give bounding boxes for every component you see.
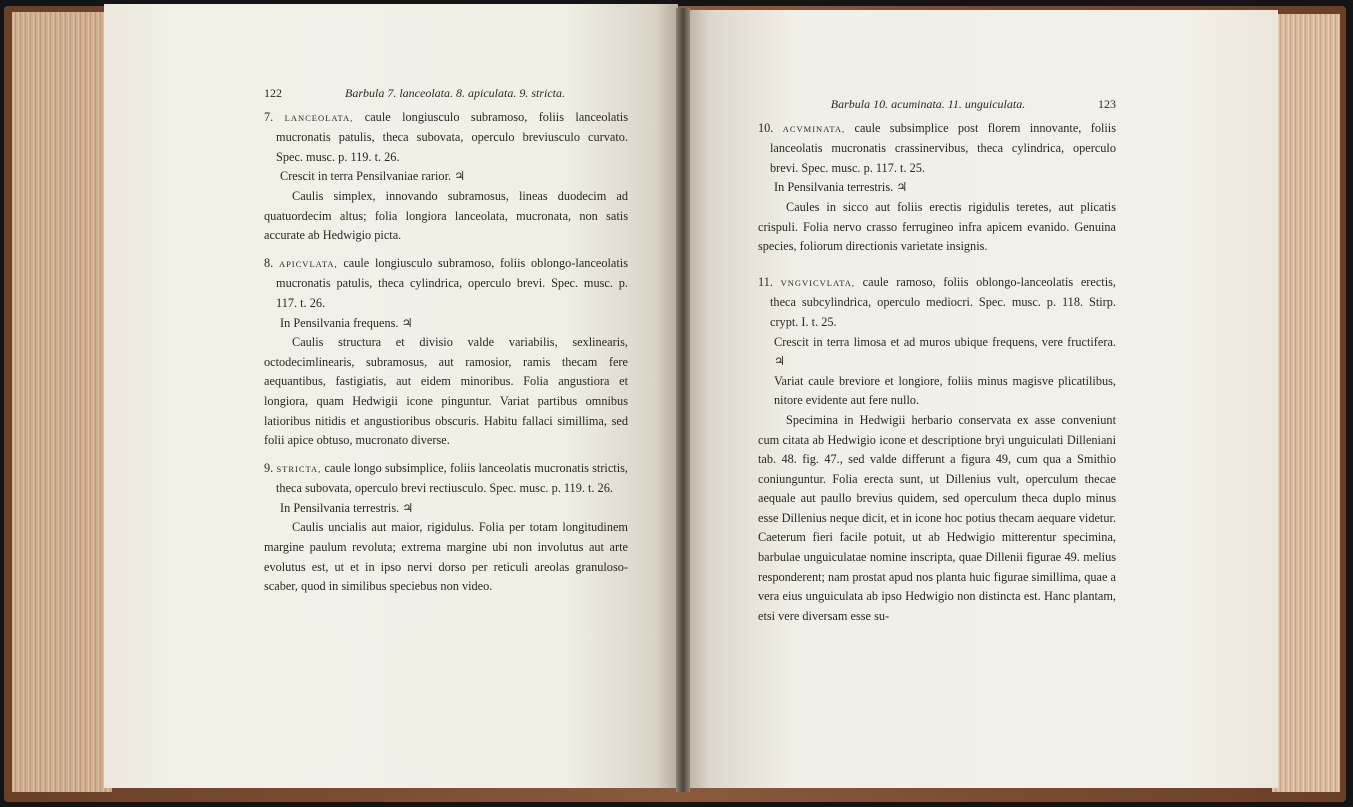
- left-page-edges: [12, 12, 112, 792]
- entry-diagnosis: 8. APICVLATA, caule longiusculo subramoso, foliis oblongo-lanceolatis mucronatis patulis, theca cylindrica, operculo brevi. Spec. musc. p. 117. t. 26.: [264, 255, 629, 310]
- entry-diagnosis: 10. ACVMINATA, caule subsimplice post florem innovante, foliis lanceolatis mucronatis crassinervibus, theca cylindrica, operculo brevi. Spec. musc. p. 117. t. 25.: [758, 120, 1116, 175]
- entry-description: Caulis simplex, innovando subramosus, lineas duodecim ad quatuordecim altus; folia longiora lanceolata, mucronata, non satis accurate ab Hedwigio picta.: [264, 188, 628, 243]
- entry-habitat: In Pensilvania terrestris. ♃: [280, 500, 414, 515]
- entry-diagnosis: 11. VNGVICVLATA, caule ramoso, foliis oblongo-lanceolatis erectis, theca subcylindrica, operculo mediocri. Spec. musc. p. 118. Stirp. crypt. I. t. 25.: [758, 274, 1117, 329]
- species-name: LANCEOLATA,: [284, 112, 354, 123]
- entry-habitat: Crescit in terra Pensilvaniae rarior. ♃: [280, 169, 466, 184]
- left-page-header: [264, 84, 628, 104]
- right-page-text: [758, 95, 1116, 626]
- entry-description: Caules in sicco aut foliis erectis rigidulis teretes, aut plicatis crispuli. Folia nervo crasso ferrugineo infra apicem evanido. Genuina species, foliorum directionis varietate insignis.: [758, 199, 1116, 254]
- right-page-edges: [1272, 14, 1340, 792]
- species-entry: [264, 254, 628, 451]
- entry-habitat: Crescit in terra limosa et ad muros ubique frequens, vere fructifera. ♃: [774, 334, 1116, 369]
- entry-diagnosis: 9. STRICTA, caule longo subsimplice, foliis lanceolatis mucronatis strictis, theca subovata, operculo brevi rectiusculo. Spec. musc. p. 119. t. 26.: [264, 460, 628, 496]
- species-entry: [264, 459, 628, 597]
- entry-description: Caulis structura et divisio valde variabilis, sexlinearis, octodecimlinearis, subramosus, aut ramosior, ramis thecam fere aequantibus, fastigiatis, aut eidem minoribus. Folia angustiora et longiora, quam Hedwigii icone pinguntur. Variat partibus omnibus latioribus nitidis et angustioribus obscuris. Habitu fallaci simillima, sed folii apice obtuso, mucronato diverse.: [264, 335, 628, 448]
- entry-description: Specimina in Hedwigii herbario conservata ex asse conveniunt cum citata ab Hedwigio icone et descriptione bryi unguiculati Dilleniani tab. 48. fig. 47., sed valde differunt a figura 49, cum qua a Smithio coniunguntur. Folia erecta sunt, ut Dillenius vult, operculum thecae aequale aut paullo brevius quidem, sed operculum theca duplo minus esse Dillenius neque dicit, et in icone hoc potius thecam aequare videtur. Caeterum fieri facile potuit, ut ab Hedwigio mitterentur specimina, barbulae unguiculatae nomine inscripta, quae Dillenii figurae 49. melius responderent; nam prostat apud nos planta huic figurae simillima, quae a vera eius unguiculata ab ipso Hedwigio non distincta est. Hanc plantam, etsi vere diversam esse su-: [758, 412, 1116, 623]
- species-entry: [758, 273, 1116, 627]
- species-name: STRICTA,: [276, 463, 322, 474]
- running-title: Barbula 10. acuminata. 11. unguiculata.: [830, 97, 1026, 111]
- entry-habitat: In Pensilvania frequens. ♃: [280, 315, 413, 330]
- book-gutter: [676, 8, 690, 792]
- species-name: VNGVICVLATA,: [780, 277, 855, 288]
- entry-habitat: In Pensilvania terrestris. ♃: [774, 180, 908, 195]
- page-number: 122: [264, 86, 282, 100]
- page-number: 123: [1098, 97, 1116, 111]
- entry-diagnosis: 7. LANCEOLATA, caule longiusculo subramoso, foliis lanceolatis mucronatis patulis, theca subovata, operculo breviusculo curvato. Spec. musc. p. 119. t. 26.: [264, 109, 629, 164]
- species-name: ACVMINATA,: [782, 123, 846, 134]
- species-entry: [264, 108, 628, 246]
- species-name: APICVLATA,: [278, 258, 338, 269]
- running-title: Barbula 7. lanceolata. 8. apiculata. 9. stricta.: [345, 86, 565, 100]
- entry-variation: Variat caule breviore et longiore, foliis minus magisve plicatilibus, nitore evidente aut fere nullo.: [774, 373, 1116, 408]
- right-page-header: [758, 95, 1116, 115]
- species-entry: [758, 119, 1116, 257]
- entry-description: Caulis uncialis aut maior, rigidulus. Folia per totam longitudinem margine paulum revoluta; extrema margine ubi non involutus aut arte evolutus est, ut et in ipso nervi dorso per reticuli areolas granuloso-scaber, quod in similibus speciebus non video.: [264, 520, 628, 594]
- left-page-text: [264, 84, 628, 597]
